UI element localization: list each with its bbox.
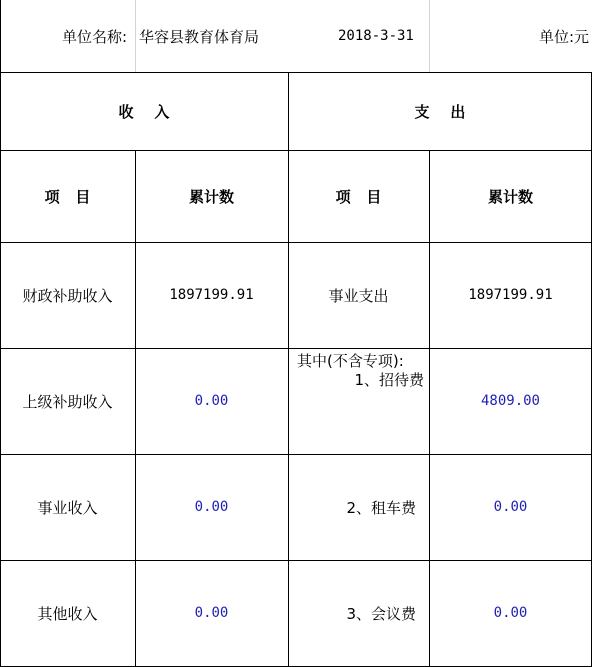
expense-item-cell <box>288 348 429 454</box>
header-divider <box>429 0 430 72</box>
expense-value-cell: 0.00 <box>493 605 528 621</box>
unit-name-value: 华容县教育体育局 <box>139 27 260 46</box>
expense-item-cell: 2、租车费 <box>346 498 416 517</box>
expense-subtotal-note: 其中(不含专项): <box>297 352 404 370</box>
income-item-cell: 财政补助收入 <box>22 286 113 305</box>
currency-unit: 单位:元 <box>538 27 589 46</box>
expense-item-label: 1、招待费 <box>354 371 424 389</box>
income-item-cell: 其他收入 <box>37 604 98 623</box>
income-value-cell: 0.00 <box>194 605 229 621</box>
expense-value-cell: 0.00 <box>493 499 528 515</box>
expense-value-cell: 1897199.91 <box>468 287 553 303</box>
income-item-cell: 事业收入 <box>37 498 98 517</box>
income-value-cell: 0.00 <box>194 499 229 515</box>
income-value-cell: 0.00 <box>194 393 229 409</box>
income-item-cell: 上级补助收入 <box>22 392 113 411</box>
income-value-cell: 1897199.91 <box>169 287 254 303</box>
report-date: 2018-3-31 <box>338 28 414 44</box>
income-section-header: 收 入 <box>118 102 170 121</box>
income-item-column-header: 项 目 <box>44 187 91 206</box>
income-cumulative-column-header: 累计数 <box>188 187 234 206</box>
expense-value-cell: 4809.00 <box>480 393 540 409</box>
expense-section-header: 支 出 <box>414 102 466 121</box>
unit-name-label: 单位名称: <box>61 27 127 46</box>
header-left-border <box>0 0 1 72</box>
expense-item-cell: 3、会议费 <box>346 604 416 623</box>
expense-item-column-header: 项 目 <box>335 187 382 206</box>
report-header <box>0 0 592 72</box>
expense-cumulative-column-header: 累计数 <box>487 187 533 206</box>
header-divider <box>135 0 136 72</box>
expense-item-cell: 事业支出 <box>328 286 389 305</box>
